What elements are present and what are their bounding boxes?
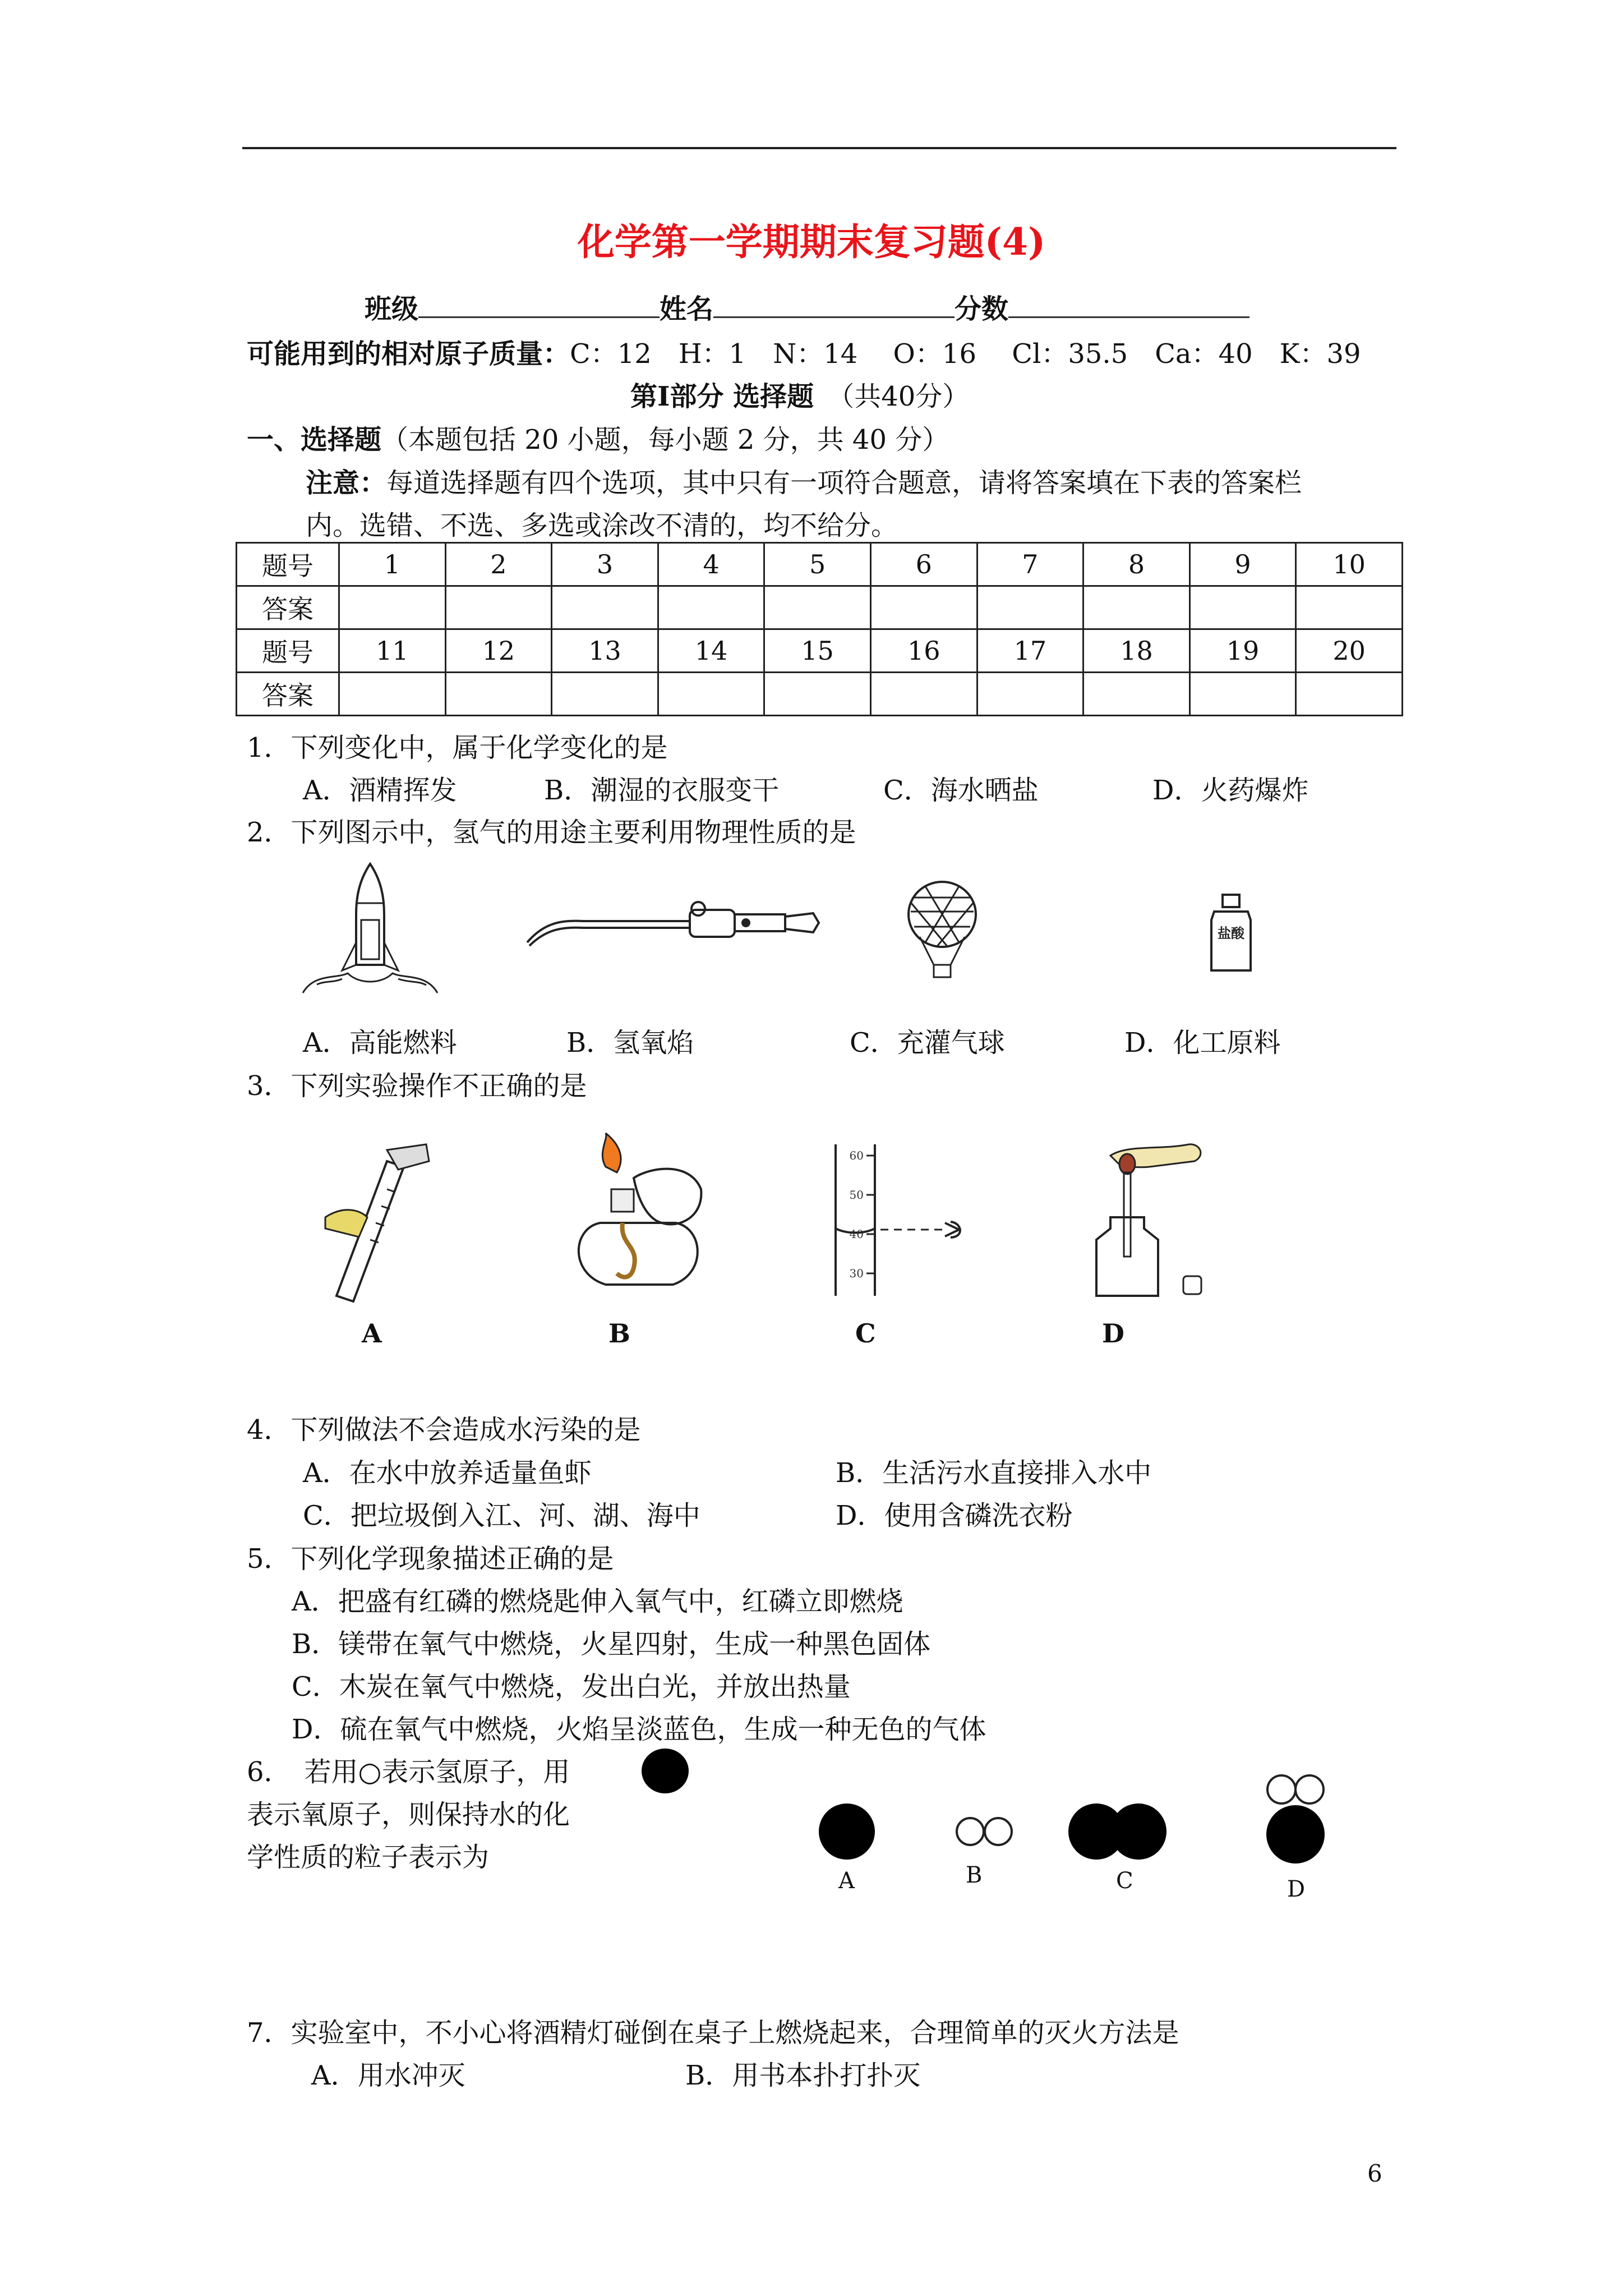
answer-cell[interactable] <box>339 673 446 716</box>
q-num: 14 <box>658 629 764 673</box>
table-row <box>237 673 1403 716</box>
answer-cell[interactable] <box>1189 673 1296 716</box>
section1-desc: （本题包括 20 小题，每小题 2 分，共 40 分） <box>381 424 949 455</box>
header-rule <box>242 147 1396 149</box>
atomic-mass-line <box>247 332 1361 371</box>
q-num: 1 <box>339 543 446 586</box>
hydrogen-atom-icon <box>985 1818 1012 1845</box>
answer-cell[interactable] <box>339 586 446 629</box>
q1-option-c[interactable]: C．海水晒盐 <box>883 775 1039 806</box>
oxygen-atom-icon <box>639 1747 695 1798</box>
q-num: 8 <box>1083 543 1190 586</box>
tick-label: 50 <box>849 1188 864 1202</box>
q-num: 10 <box>1296 543 1403 586</box>
note-line2: 内。选错、不选、多选或涂改不清的，均不给分。 <box>306 510 898 541</box>
answer-cell[interactable] <box>1189 586 1296 629</box>
q-num: 9 <box>1189 543 1296 586</box>
answer-cell[interactable] <box>977 586 1083 629</box>
q6-label-b[interactable]: B <box>966 1862 983 1888</box>
q5-option-d[interactable]: D．硫在氧气中燃烧，火焰呈淡蓝色，生成一种无色的气体 <box>292 1714 986 1745</box>
score-label: 分数 <box>955 293 1009 325</box>
q-num: 18 <box>1083 629 1190 673</box>
answer-cell[interactable] <box>1083 586 1190 629</box>
q3-label-c[interactable]: C <box>855 1318 876 1349</box>
table-row <box>237 586 1403 629</box>
q6-label-d[interactable]: D <box>1287 1876 1306 1902</box>
q3-label-a[interactable]: A <box>362 1318 382 1349</box>
answer-cell[interactable] <box>764 673 871 716</box>
q6-line3: 学性质的粒子表示为 <box>247 1842 490 1873</box>
bottle-label-text: 盐酸 <box>1218 925 1244 941</box>
class-label: 班级 <box>365 293 419 325</box>
answer-cell[interactable] <box>764 586 871 629</box>
q5-option-a[interactable]: A．把盛有红磷的燃烧匙伸入氧气中，红磷立即燃烧 <box>292 1586 903 1617</box>
answer-cell[interactable] <box>658 586 764 629</box>
q7-option-b[interactable]: B．用书本扑打扑灭 <box>685 2060 921 2091</box>
q-num: 15 <box>764 629 871 673</box>
q5-stem: 5．下列化学现象描述正确的是 <box>247 1543 614 1575</box>
q2-option-c[interactable]: C．充灌气球 <box>850 1027 1005 1059</box>
q-num: 11 <box>339 629 446 673</box>
q4-option-b[interactable]: B．生活污水直接排入水中 <box>836 1457 1152 1489</box>
q1-stem: 1．下列变化中，属于化学变化的是 <box>247 732 668 763</box>
answer-cell[interactable] <box>1296 673 1403 716</box>
q-num: 12 <box>445 629 552 673</box>
answer-cell[interactable] <box>1083 673 1190 716</box>
hydrogen-atom-icon <box>957 1818 984 1845</box>
q-num: 5 <box>764 543 871 586</box>
q7-option-a[interactable]: A．用水冲灭 <box>311 2060 465 2091</box>
student-info-line <box>365 287 1249 326</box>
torch-icon <box>522 898 824 965</box>
q1-option-d[interactable]: D．火药爆炸 <box>1152 775 1309 806</box>
q4-option-c[interactable]: C．把垃圾倒入江、河、湖、海中 <box>303 1500 700 1531</box>
tick-label: 40 <box>849 1227 864 1241</box>
part1-points: （共40分） <box>841 381 970 412</box>
q2-option-d[interactable]: D．化工原料 <box>1124 1027 1281 1059</box>
part1-title: 第Ⅰ部分 选择题 <box>630 381 814 412</box>
answer-cell[interactable] <box>552 673 658 716</box>
q4-option-d[interactable]: D．使用含磷洗衣粉 <box>836 1500 1073 1531</box>
q3-label-b[interactable]: B <box>608 1318 630 1349</box>
q4-option-a[interactable]: A．在水中放养适量鱼虾 <box>303 1457 592 1489</box>
section1-title: 一、选择题 <box>247 424 382 455</box>
balloon-icon <box>903 881 981 987</box>
part1-heading <box>630 375 969 413</box>
oxygen-atom-icon <box>1266 1805 1325 1864</box>
q2-option-b[interactable]: B．氢氧焰 <box>566 1027 694 1059</box>
q5-option-c[interactable]: C．木炭在氧气中燃烧，发出白光，并放出热量 <box>292 1671 851 1703</box>
page-title: 化学第一学期期末复习题(4) <box>577 220 1046 264</box>
answer-table <box>236 542 1403 716</box>
q7-stem: 7．实验室中，不小心将酒精灯碰倒在桌子上燃烧起来，合理简单的灭火方法是 <box>247 2017 1179 2049</box>
hydrogen-atom-icon <box>1267 1775 1295 1803</box>
tick-label: 60 <box>849 1149 864 1162</box>
q-num: 4 <box>658 543 764 586</box>
answer-header: 答案 <box>237 586 339 629</box>
q-num: 6 <box>870 543 977 586</box>
answer-cell[interactable] <box>1296 586 1403 629</box>
answer-cell[interactable] <box>870 586 977 629</box>
q-num: 13 <box>552 629 658 673</box>
q-num: 2 <box>445 543 552 586</box>
answer-header: 答案 <box>237 673 339 716</box>
num-header: 题号 <box>237 543 339 586</box>
q-num: 16 <box>870 629 977 673</box>
q3-stem: 3．下列实验操作不正确的是 <box>247 1070 587 1102</box>
name-label: 姓名 <box>660 293 714 325</box>
q-num: 7 <box>977 543 1083 586</box>
atomic-mass-label: 可能用到的相对原子质量： <box>247 338 570 370</box>
rocket-icon <box>292 858 449 999</box>
oxygen-atom-icon <box>1110 1803 1166 1860</box>
note-line1 <box>306 461 1302 500</box>
graduated-cylinder-reading-icon <box>824 1139 981 1301</box>
q3-label-d[interactable]: D <box>1102 1318 1124 1349</box>
score-blank[interactable] <box>1008 291 1249 318</box>
section1-heading <box>247 418 949 457</box>
hydrogen-atom-icon <box>1295 1775 1324 1803</box>
q-num: 3 <box>552 543 658 586</box>
q6-line2: 表示氧原子，则保持水的化 <box>247 1799 570 1830</box>
answer-cell[interactable] <box>870 673 977 716</box>
table-row <box>237 543 1403 586</box>
table-row <box>237 629 1403 673</box>
q-num: 17 <box>977 629 1083 673</box>
q5-option-b[interactable]: B．镁带在氧气中燃烧，火星四射，生成一种黑色固体 <box>292 1628 931 1660</box>
tick-label: 30 <box>849 1267 864 1280</box>
q1-option-b[interactable]: B．潮湿的衣服变干 <box>544 775 780 806</box>
atomic-mass-values: C：12 H：1 N：14 O：16 Cl：35.5 Ca：40 K：39 <box>570 338 1361 370</box>
page-number: 6 <box>1367 2160 1382 2187</box>
alcohol-lamp-icon <box>566 1133 712 1301</box>
molecule-a-icon <box>819 1803 875 1860</box>
num-header: 题号 <box>237 629 339 673</box>
q6-line1: 6． 若用○表示氢原子，用 <box>247 1756 570 1788</box>
answer-cell[interactable] <box>658 673 764 716</box>
q2-option-a[interactable]: A．高能燃料 <box>303 1027 457 1059</box>
molecule-options <box>808 1694 1357 1896</box>
answer-cell[interactable] <box>552 586 658 629</box>
q6-label-c[interactable]: C <box>1116 1868 1133 1894</box>
q-num: 20 <box>1296 629 1403 673</box>
measuring-cylinder-pour-icon <box>314 1139 449 1301</box>
dropper-bottle-icon <box>1088 1133 1223 1307</box>
answer-cell[interactable] <box>445 586 552 629</box>
note-text1: 每道选择题有四个选项，其中只有一项符合题意，请将答案填在下表的答案栏 <box>386 467 1302 499</box>
q4-stem: 4．下列做法不会造成水污染的是 <box>247 1414 641 1446</box>
acid-bottle-icon <box>1206 892 1256 976</box>
answer-cell[interactable] <box>445 673 552 716</box>
class-blank[interactable] <box>418 291 660 318</box>
q1-option-a[interactable]: A．酒精挥发 <box>303 775 457 806</box>
q-num: 19 <box>1189 629 1296 673</box>
q6-label-a[interactable]: A <box>838 1868 855 1894</box>
name-blank[interactable] <box>713 291 955 318</box>
note-label: 注意： <box>306 467 387 499</box>
q2-stem: 2．下列图示中，氢气的用途主要利用物理性质的是 <box>247 817 856 848</box>
answer-cell[interactable] <box>977 673 1083 716</box>
